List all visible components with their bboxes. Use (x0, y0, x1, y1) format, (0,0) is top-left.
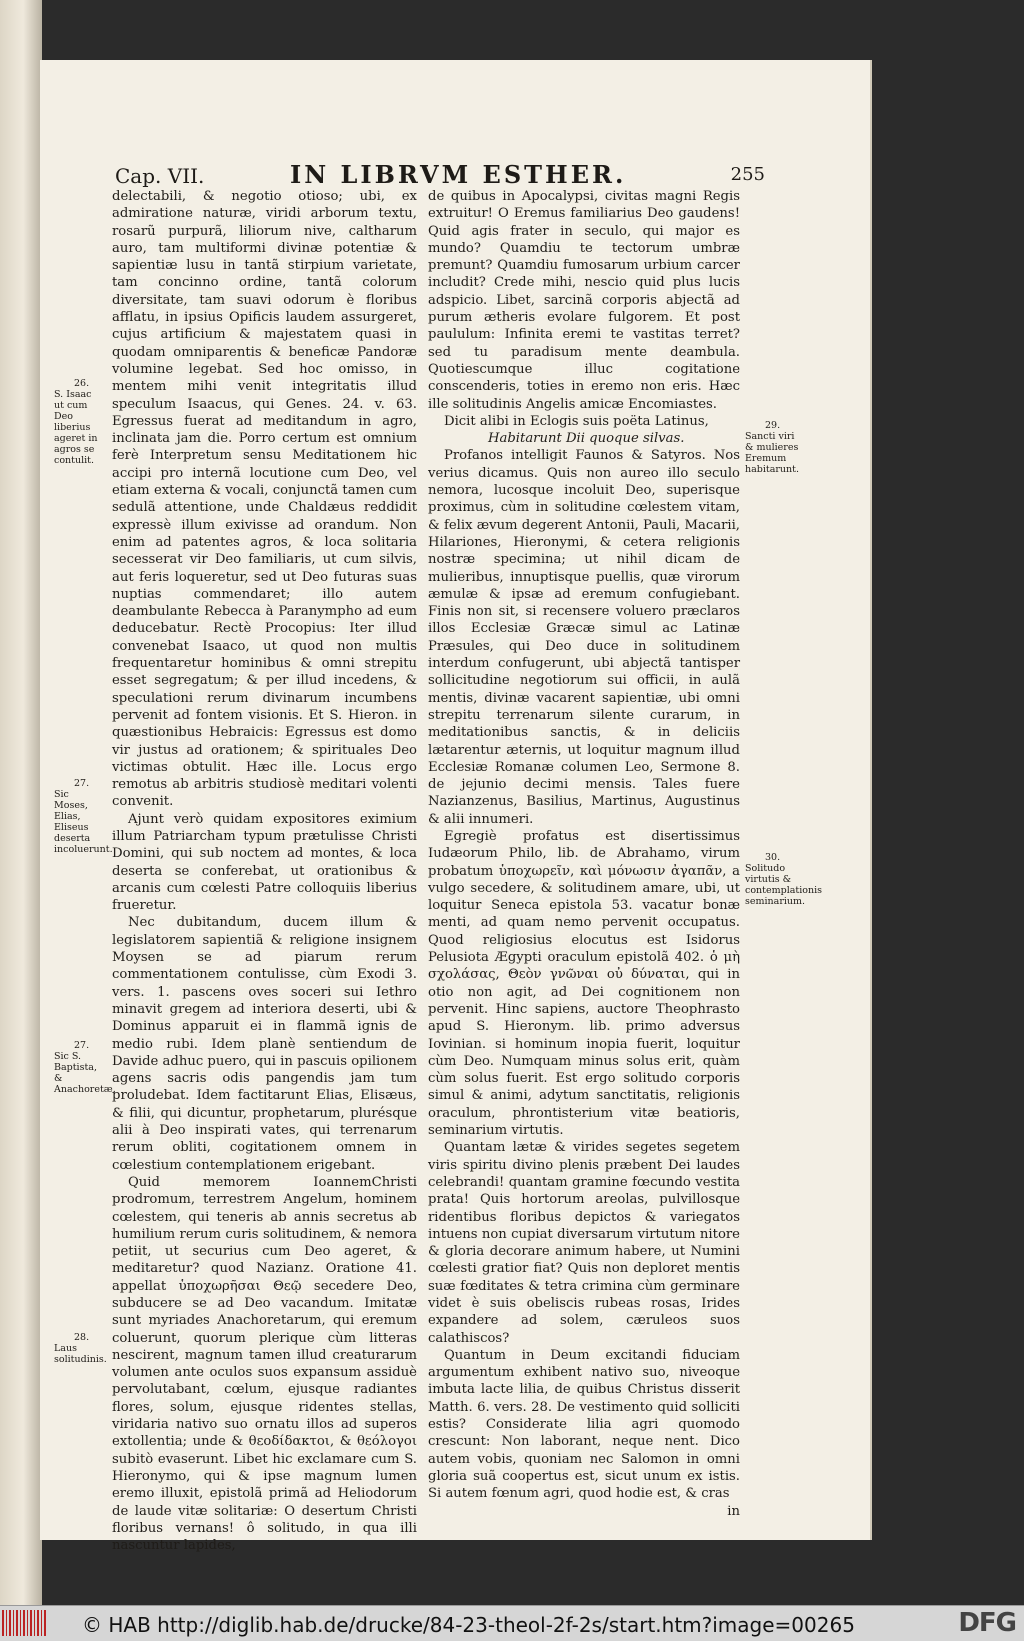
running-title: IN LIBRVM ESTHER. (290, 160, 627, 189)
paragraph: Profanos intelligit Faunos & Satyros. Nos verius dicamus. Quis non aureo illo seculo nemora, lucosque incoluit Deo, superisque proximus, cùm in solitudine cœlestem vitam, & felix ævum degerent Antonii, Pauli, Macarii, Hilariones, Hieronymi, & cetera religionis nostræ specimina; ut nihil dicam de mulieribus, innuptisque puellis, quæ virorum æmulæ & ipsæ ad eremum confugiebant. Finis non sit, si recensere voluero præclaros illos Ecclesiæ Græcæ simul ac Latinæ Præsules, qui Deo duce in solitudinem interdum confugerunt, ubi abjectã tantisper sollicitudine negotiorum sui officii, in aulã mentis, divinæ vacarent sapientiæ, ubi omni strepitu terrenarum silente curarum, in meditationibus sanctis, & in deliciis lætarentur æternis, ut loquitur magnum illud Ecclesiæ Romanæ columen Leo, Sermone 8. de jejunio decimi mensis. Tales fuere Nazianzenus, Basilius, Martinus, Augustinus & alii innumeri. (428, 448, 740, 827)
verse-quote: Habitarunt Dii quoque silvas. (488, 431, 685, 447)
margin-note-text: Solitudo virtutis & contemplationis seminarium. (745, 863, 822, 907)
margin-note (745, 420, 803, 475)
margin-note-number: 30. (765, 852, 781, 863)
margin-note-number: 27. (74, 1040, 90, 1051)
chapter-label: Cap. VII. (115, 164, 205, 188)
margin-note (54, 778, 113, 855)
right-text-column (428, 188, 740, 1520)
margin-note-text: Sic S. Baptista, & Anachoretæ. (54, 1051, 116, 1095)
margin-note-number: 26. (74, 378, 90, 389)
paragraph: Dicit alibi in Eclogis suis poëta Latinus, (444, 413, 709, 429)
catchword: in (727, 1503, 740, 1519)
paragraph: Quantum in Deum excitandi fiduciam argumentum exhibent nativo suo, niveoque imbuta lacte lilia, de quibus Christus disserit Matth. 6. vers. 28. De vestimento quid solliciti estis? Considerate lilia agri quomodo crescunt: Non laborant, neque nent. Dico autem vobis, quoniam nec Salomon in omni gloria suã coopertus est, sicut unum ex istis. Si autem fœnum agri, quod hodie est, & cras (428, 1347, 740, 1502)
book-page (40, 60, 872, 1554)
page-number: 255 (730, 164, 765, 185)
barcode-icon (2, 1610, 46, 1636)
margin-note-text: Sic Moses, Elias, Eliseus deserta incoluerunt. (54, 789, 113, 855)
margin-note-number: 27. (74, 778, 90, 789)
left-text-column (112, 188, 417, 1554)
paragraph: Quid memorem IoannemChristi prodromum, terrestrem Angelum, hominem cœlestem, qui teneris ab annis secretus ab humilium rerum curis solitudinem, & nemora petiit, ut securius cum Deo ageret, & meditaretur? quod Nazianz. Oratione 41. appellat ὑποχωρῆσαι Θεῷ secedere Deo, subducere se ad Deo vacandum. Imitatæ sunt myriades Anachoretarum, qui eremum coluerunt, quorum plerique cùm litteras nescirent, magnum tamen illud creaturarum volumen ante oculos suos expansum assiduè pervolutabant, cœlum, ejusque radiantes flores, solum, ejusque ridentes stellas, viridaria nativo suo ornatu illos ad superos extollentia; unde & θεοδίδακτοι, & θεόλογοι subitò evaserunt. Libet hic exclamare cum S. Hieronymo, qui & ipse magnum lumen eremo illuxit, epistolã primã ad Heliodorum de laude vitæ solitariæ: O desertum Christi floribus vernans! ô solitudo, in qua illi nascuntur lapides, (112, 1174, 417, 1554)
paragraph: Quantam lætæ & virides segetes segetem viris spiritu divino plenis præbent Dei laudes celebrandi! quantam gramine fœcundo vestita prata! Quis hortorum areolas, pulvillosque ridentibus floribus depictos & variegatos intuens non cupiat diversarum virtutum nitore & gloria decorare animum habere, ut Numini cœlesti gratior fiat? Quis non deploret mentis suæ fœditates & tetra crimina cùm germinare videt è suis obeliscis rubeas rosas, Irides expandere ad solem, cæruleos suos calathiscos? (428, 1140, 740, 1346)
paragraph: de quibus in Apocalypsi, civitas magni Regis extruitur! O Eremus familiarius Deo gaudens! Quid agis frater in seculo, qui major es mundo? Quamdiu te tectorum umbræ premunt? Quamdiu fumosarum urbium carcer includit? Crede mihi, nescio quid plus lucis adspicio. Libet, sarcinã corporis abjectã ad purum ætheris evolare fulgorem. Et post paululum: Infinita eremi te vastitas terret? sed tu paradisum mente deambula. Quotiescumque illuc cogitatione conscenderis, toties in eremo non eris. Hæc ille solitudinis Angelis amicæ Encomiastes. (428, 189, 740, 412)
margin-note-number: 29. (765, 420, 781, 431)
source-link[interactable]: © HAB http://diglib.hab.de/drucke/84-23-theol-2f-2s/start.htm?image=00265 (82, 1613, 855, 1637)
paragraph: delectabili, & negotio otioso; ubi, ex admiratione naturæ, viridi arborum textu, rosarũ purpurã, liliorum nive, caltharum auro, tam multiformi divinæ potentiæ & sapientiæ lusu in tantã stirpium varietate, tam concinno ordine, tantã colorum diversitate, tam suavi odorum è floribus afflatu, in ipsius Opificis laudem assurgeret, cujus artificium & majestatem quasi in quodam omniparentis & beneficæ Pandoræ volumine legebat. Sed hoc omisso, in mentem mihi venit integritatis illud speculum Isaacus, qui Genes. 24. v. 63. Egressus fuerat ad meditandum in agro, inclinata jam die. Porro certum est omnium ferè Interpretum sensu Meditationem hic accipi pro internã locutione cum Deo, vel etiam externa & vocali, conjunctã tamen cum sedulã attentione, unde Chaldæus reddidit expressè illum exivisse ad orandum. Non enim ad patentes agros, & loca solitaria secesserat vir Deo familiaris, ut cum silvis, aut feris loqueretur, sed ut Deo futuras suas nuptias commendaret; illo autem deambulante Rebecca à Paranympho ad eum deducebatur. Rectè Procopius: Iter illud convenebat Isaaco, ut quod non multis frequentaretur hominibus & omni strepitu esset segregatum; & per illud incedens, & speculationi rerum divinarum incumbens pervenit ad fontem visionis. Et S. Hieron. in quæstionibus Hebraicis: Egressus est domo vir justus ad orationem; & spirituales Deo victimas obtulit. Hæc ille. Locus ergo remotus ab arbitris studiosè meditari volenti convenit. (112, 189, 417, 810)
margin-note (54, 378, 102, 466)
paragraph: Ajunt verò quidam expositores eximium illum Patriarcham typum prætulisse Christi Domini, qui sub noctem ad montes, & loca deserta se conferebat, ut orationibus & arcanis cum cœlesti Patre colloquiis liberius frueretur. (112, 811, 417, 914)
running-header (115, 160, 765, 190)
margin-note-text: Laus solitudinis. (54, 1343, 107, 1365)
margin-note (54, 1040, 116, 1095)
margin-note (54, 1332, 107, 1365)
paragraph: Egregiè profatus est disertissimus Iudæorum Philo, lib. de Abrahamo, virum probatum ὑποχωρεῖν, καὶ μόνωσιν ἀγαπᾶν, a vulgo secedere, & solitudinem amare, ubi, ut loquitur Seneca epistola 53. vacatur bonæ menti, ad quam nemo pervenit occupatus. Quod religiosius elocutus est Isidorus Pelusiota Ægypti oraculum epistolã 402. ὁ μὴ σχολάσας, Θεὸν γνῶναι οὐ δύναται, qui in otio non agit, ad Dei cognitionem non pervenit. Hinc sapiens, auctore Theophrasto apud S. Hieronym. lib. primo adversus Iovinian. si hominum inopia fuerit, loquitur cùm Deo. Numquam minus solus erit, quàm cùm solus fuerit. Est ergo solitudo corporis simul & animi, adytum sanctitatis, religionis oraculum, phrontisterium vitæ beatioris, seminarium virtutis. (428, 828, 740, 1139)
margin-note-number: 28. (74, 1332, 90, 1343)
margin-note-text: Sancti viri & mulieres Eremum habitarunt. (745, 431, 799, 475)
paragraph: Nec dubitandum, ducem illum & legislatorem sapientiã & religione insignem Moysen se ad piarum rerum commentationem contulisse, cùm Exodi 3. vers. 1. pascens oves soceri sui Iethro minavit gregem ad interiora deserti, ubi & Dominus apparuit ei in flammã ignis de medio rubi. Idem planè sentiendum de Davide adhuc puero, qui in pascuis opilionem agens sacris odis pangendis jam tum proludebat. Idem factitarunt Elias, Elisæus, & filii, qui dicuntur, prophetarum, plurésque alii à Deo inspirati vates, qui terrenarum rerum obliti, cogitationem omnem in cœlestium contemplationem erigebant. (112, 915, 417, 1173)
margin-note (745, 852, 822, 907)
dfg-logo: DFG (958, 1608, 1016, 1638)
adjacent-page-edge (0, 0, 42, 1605)
margin-note-text: S. Isaac ut cum Deo liberius ageret in agros se contulit. (54, 389, 98, 466)
viewer-footer (0, 1605, 1024, 1641)
